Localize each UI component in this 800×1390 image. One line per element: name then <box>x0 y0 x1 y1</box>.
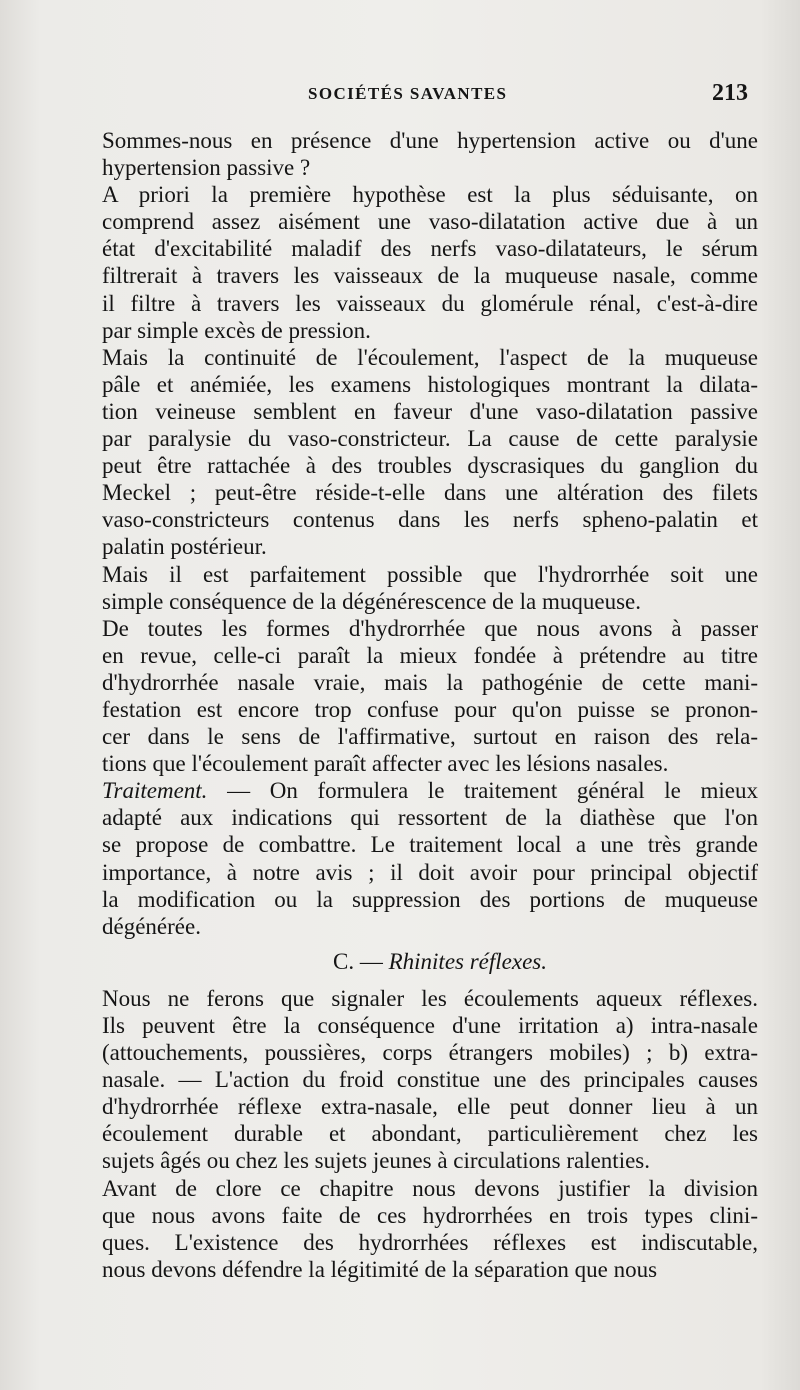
paragraph-line <box>82 777 758 804</box>
paragraph <box>82 181 758 344</box>
paragraph-line: nasale. — L'action du froid constitue une des principales causes <box>102 1067 758 1093</box>
paragraph-line: état d'excitabilité maladif des nerfs vaso-dilatateurs, le sérum <box>102 236 758 262</box>
paragraph-line: Ils peuvent être la conséquence d'une irritation a) intra-nasale <box>102 1013 758 1038</box>
section-heading-title: Rhinites réflexes. <box>388 948 547 974</box>
paragraph-line: hypertension passive ? <box>102 155 311 181</box>
paragraphs-before <box>82 127 758 777</box>
paragraph-line: en revue, celle-ci paraît la mieux fondée à prétendre au titre <box>102 642 758 668</box>
paragraph <box>82 615 758 778</box>
paragraph-line: écoulement durable et abondant, particulièrement chez les <box>102 1121 758 1147</box>
paragraph-line: adapté aux indications qui ressortent de la diathèse que l'on <box>102 805 758 831</box>
paragraph-line: la modification ou la suppression des portions de muqueuse <box>102 886 758 912</box>
paragraph-line: d'hydrorrhée réflexe extra-nasale, elle peut donner lieu à un <box>102 1094 758 1120</box>
paragraph-line: dégénérée. <box>102 913 201 939</box>
page-header <box>0 78 800 108</box>
paragraph-line: peut être rattachée à des troubles dyscrasiques du ganglion du <box>102 453 758 479</box>
traitement-first-line: — On formulera le traitement général le mieux <box>207 778 758 804</box>
paragraph-line: pâle et anémiée, les examens histologiques montrant la dilata- <box>102 371 758 397</box>
paragraph <box>82 1175 758 1283</box>
paragraph-line: d'hydrorrhée nasale vraie, mais la pathogénie de cette mani- <box>102 669 758 695</box>
paragraph <box>82 985 758 1175</box>
paragraph-line: sujets âgés ou chez les sujets jeunes à circulations ralenties. <box>102 1148 650 1174</box>
paragraph-line: filtrerait à travers les vaisseaux de la muqueuse nasale, comme <box>102 263 758 289</box>
paragraph-line: ques. L'existence des hydrorrhées réflexes est indiscutable, <box>102 1229 758 1255</box>
paragraph-line: (attouchements, poussières, corps étrangers mobiles) ; b) extra- <box>102 1040 758 1066</box>
body-text <box>82 127 758 1283</box>
paragraph-line: simple conséquence de la dégénérescence de la muqueuse. <box>102 588 641 614</box>
traitement-lines <box>82 804 758 939</box>
paragraph <box>82 344 758 561</box>
running-head: SOCIÉTÉS SAVANTES <box>308 84 508 103</box>
paragraph-line: festation est encore trop confuse pour qu'on puisse se pronon- <box>102 696 758 722</box>
paragraph-line: se propose de combattre. Le traitement local a une très grande <box>102 832 758 858</box>
paragraph-line: Mais il est parfaitement possible que l'hydrorrhée soit une <box>102 561 758 587</box>
paragraph-line: tion veineuse semblent en faveur d'une vaso-dilatation passive <box>102 398 758 424</box>
traitement-label: Traitement. <box>102 778 208 804</box>
paragraph <box>82 561 758 615</box>
paragraph-line: nous devons défendre la légitimité de la séparation que nous <box>102 1256 658 1282</box>
paragraph-line: par paralysie du vaso-constricteur. La cause de cette paralysie <box>102 426 758 452</box>
paragraph-line: que nous avons faite de ces hydrorrhées en trois types clini- <box>102 1202 758 1228</box>
paragraph-line: De toutes les formes d'hydrorrhée que nous avons à passer <box>102 615 758 641</box>
section-heading <box>82 948 758 975</box>
paragraph-line: par simple excès de pression. <box>102 317 371 343</box>
paragraph-line: cer dans le sens de l'affirmative, surtout en raison des rela- <box>102 724 758 750</box>
paragraph-line: Nous ne ferons que signaler les écoulements aqueux réflexes. <box>102 985 758 1011</box>
section-heading-prefix: C. — <box>333 948 389 974</box>
paragraph-line: Avant de clore ce chapitre nous devons justifier la division <box>102 1175 758 1201</box>
paragraph-line: vaso-constricteurs contenus dans les nerfs spheno-palatin et <box>102 507 758 533</box>
paragraph-line: palatin postérieur. <box>102 534 267 560</box>
traitement-paragraph <box>82 777 758 940</box>
paragraph-line: Mais la continuité de l'écoulement, l'aspect de la muqueuse <box>102 344 758 370</box>
paragraph-line: A priori la première hypothèse est la plus séduisante, on <box>102 182 758 208</box>
paragraph-line: Sommes-nous en présence d'une hypertension active ou d'une <box>102 128 758 153</box>
paragraphs-after <box>82 985 758 1283</box>
paragraph <box>82 127 758 181</box>
paragraph-line: tions que l'écoulement paraît affecter avec les lésions nasales. <box>102 751 669 777</box>
page-number: 213 <box>712 80 748 106</box>
paragraph-line: importance, à notre avis ; il doit avoir pour principal objectif <box>102 859 758 885</box>
paragraph-line: Meckel ; peut-être réside-t-elle dans une altération des filets <box>102 480 758 506</box>
paragraph-line: comprend assez aisément une vaso-dilatation active due à un <box>102 209 758 235</box>
paragraph-line: il filtre à travers les vaisseaux du glomérule rénal, c'est-à-dire <box>102 290 758 316</box>
